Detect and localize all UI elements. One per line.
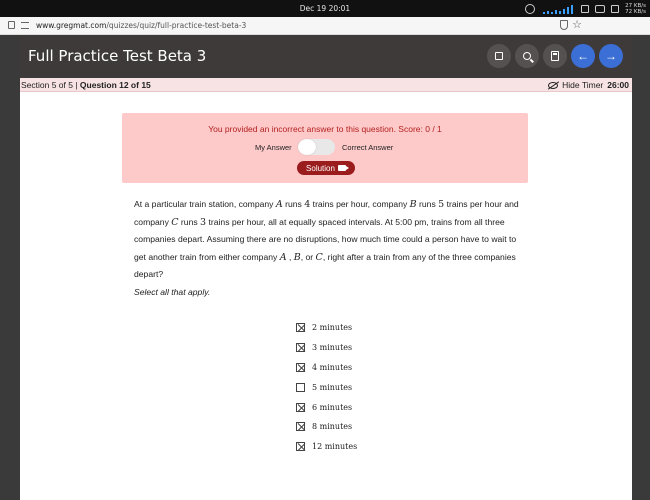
section-bar bbox=[20, 78, 632, 92]
timer-value: 26:00 bbox=[607, 80, 629, 90]
url-domain: www.gregmat.com bbox=[36, 21, 107, 30]
option-label: 8 minutes bbox=[312, 422, 353, 432]
answer-toggle-row bbox=[122, 139, 528, 155]
site-settings-icon[interactable] bbox=[21, 22, 29, 29]
solution-button[interactable] bbox=[297, 161, 355, 175]
answer-option[interactable] bbox=[296, 397, 357, 417]
bookmark-star-icon[interactable]: ☆ bbox=[572, 19, 582, 31]
tray-lock-icon[interactable] bbox=[595, 5, 605, 13]
network-speed bbox=[625, 3, 646, 15]
option-checkbox[interactable] bbox=[296, 403, 305, 412]
option-label: 6 minutes bbox=[312, 402, 353, 412]
calculator-icon bbox=[551, 51, 559, 61]
section-label: Section 5 of 5 | bbox=[21, 80, 80, 90]
option-checkbox[interactable] bbox=[296, 343, 305, 352]
page-title: Full Practice Test Beta 3 bbox=[28, 47, 207, 65]
stop-button[interactable] bbox=[487, 44, 511, 68]
option-label: 2 minutes bbox=[312, 323, 353, 333]
answer-option[interactable] bbox=[296, 437, 357, 457]
hide-timer-button[interactable] bbox=[548, 80, 629, 90]
calculator-button[interactable] bbox=[543, 44, 567, 68]
tray-resize-icon[interactable] bbox=[611, 5, 619, 13]
correct-answer-label: Correct Answer bbox=[342, 143, 394, 152]
answer-options bbox=[296, 318, 357, 457]
os-top-bar bbox=[0, 0, 650, 17]
answer-option[interactable] bbox=[296, 338, 357, 358]
shield-icon[interactable] bbox=[560, 20, 568, 30]
app-header bbox=[20, 35, 632, 78]
question-panel bbox=[20, 92, 632, 500]
os-clock[interactable]: Dec 19 20:01 bbox=[299, 4, 351, 13]
option-label: 4 minutes bbox=[312, 362, 353, 372]
answer-toggle[interactable] bbox=[298, 139, 335, 155]
answer-option[interactable] bbox=[296, 377, 357, 397]
solution-label: Solution bbox=[306, 163, 335, 173]
url-path: /quizzes/quiz/full-practice-test-beta-3 bbox=[106, 21, 247, 30]
system-tray bbox=[525, 2, 646, 15]
my-answer-label: My Answer bbox=[255, 143, 292, 152]
search-button[interactable] bbox=[515, 44, 539, 68]
arrow-right-icon: → bbox=[605, 49, 617, 63]
tray-app-icon[interactable] bbox=[525, 4, 535, 14]
eye-off-icon bbox=[548, 82, 558, 89]
instruction-text: Select all that apply. bbox=[134, 287, 211, 297]
option-checkbox[interactable] bbox=[296, 383, 305, 392]
question-text: At a particular train station, company A runs 4 trains per hour, company B runs 5 trains per hour and company C runs 3 trains per hour, all at equally spaced intervals. At 5:00 pm, trains from all three companies depart. Assuming there are no disruptions, how much time could a person have to wait to get another train from either company A , B, or C, right after a train from any of the three companies depart? bbox=[134, 199, 519, 279]
hide-timer-label: Hide Timer bbox=[562, 80, 604, 90]
feedback-banner bbox=[122, 113, 528, 183]
option-checkbox[interactable] bbox=[296, 422, 305, 431]
feedback-message: You provided an incorrect answer to this question. Score: 0 / 1 bbox=[208, 124, 442, 134]
previous-button[interactable] bbox=[571, 44, 595, 68]
toggle-knob bbox=[298, 139, 316, 155]
network-down-speed: 72 KB/s bbox=[625, 8, 646, 15]
browser-address-bar bbox=[0, 17, 650, 35]
lock-icon[interactable] bbox=[8, 21, 15, 29]
tray-window-icon[interactable] bbox=[581, 5, 589, 13]
option-checkbox[interactable] bbox=[296, 323, 305, 332]
network-up-speed: 27 KB/s bbox=[625, 2, 646, 9]
video-icon bbox=[338, 165, 346, 171]
option-checkbox[interactable] bbox=[296, 363, 305, 372]
search-icon bbox=[523, 52, 531, 60]
answer-option[interactable] bbox=[296, 318, 357, 338]
network-graph-icon bbox=[541, 4, 575, 14]
option-label: 12 minutes bbox=[312, 442, 358, 452]
url-field[interactable] bbox=[36, 21, 246, 30]
next-button[interactable] bbox=[599, 44, 623, 68]
answer-option[interactable] bbox=[296, 417, 357, 437]
question-counter: Question 12 of 15 bbox=[79, 80, 151, 90]
answer-option[interactable] bbox=[296, 358, 357, 378]
arrow-left-icon: ← bbox=[577, 49, 589, 63]
section-info bbox=[21, 80, 151, 90]
option-checkbox[interactable] bbox=[296, 442, 305, 451]
stop-icon bbox=[495, 52, 503, 60]
option-label: 3 minutes bbox=[312, 343, 353, 353]
option-label: 5 minutes bbox=[312, 382, 353, 392]
